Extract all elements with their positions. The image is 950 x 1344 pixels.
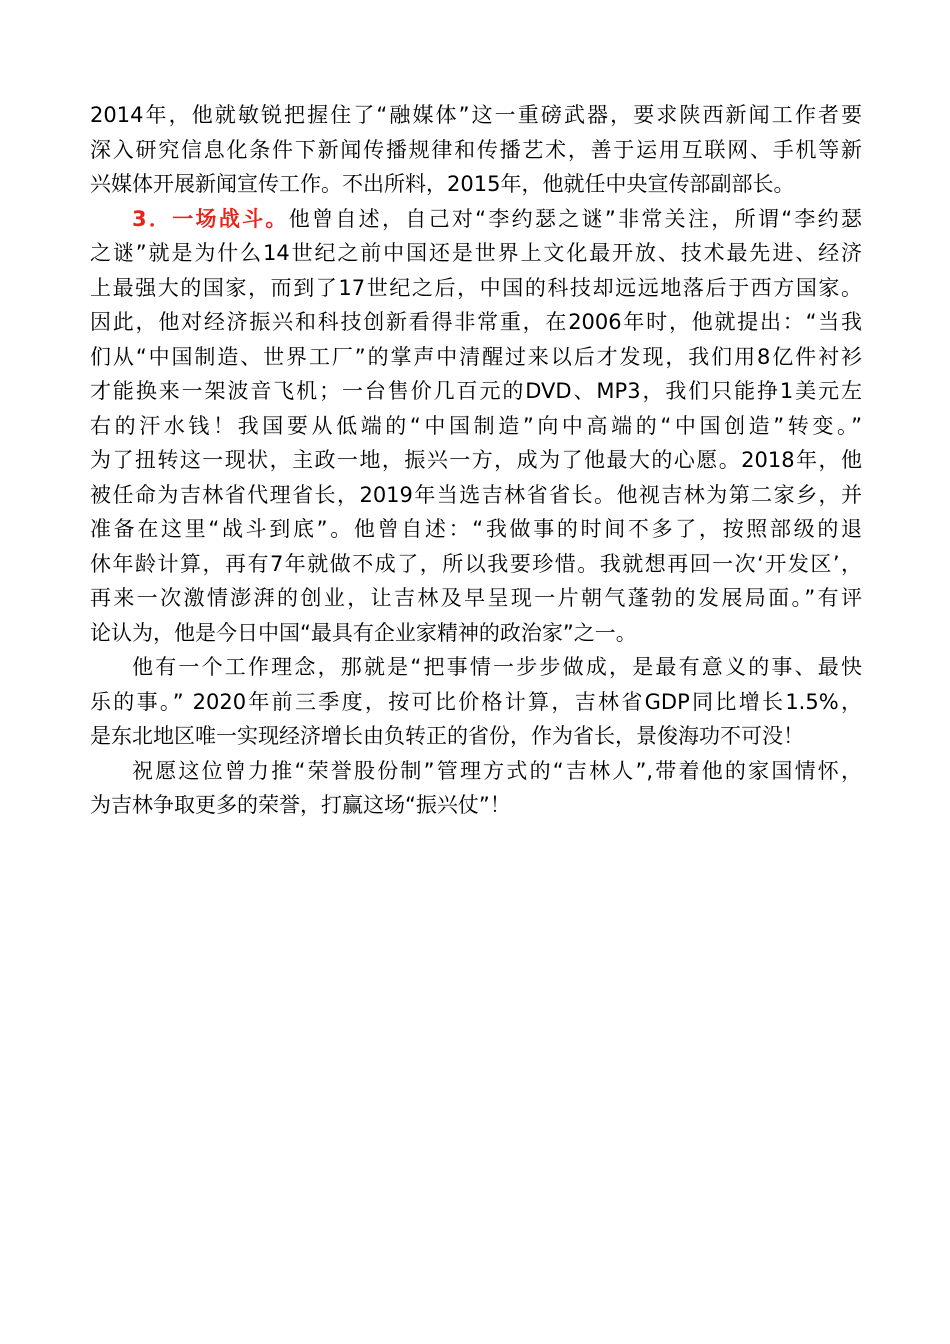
text-line: 才能换来一架波音飞机；一台售价几百元的DVD、MP3，我们只能挣1美元左 [90, 379, 862, 403]
paragraph-2 [90, 202, 862, 651]
text-run: 他曾自述，自己对“李约瑟之谜”非常关注，所谓“李约瑟 [288, 206, 862, 231]
paragraph-1 [90, 98, 862, 202]
text-line: 们从“中国制造、世界工厂”的掌声中清醒过来以后才发现，我们用8亿件衬衫 [90, 344, 862, 369]
text-line: 上最强大的国家，而到了17世纪之后，中国的科技却远远地落后于西方国家。 [90, 275, 862, 300]
paragraph-4 [90, 754, 862, 823]
text-line: 论认为，他是今日中国“最具有企业家精神的政治家”之一。 [90, 620, 637, 645]
text-line: 右的汗水钱！我国要从低端的“中国制造”向中高端的“中国创造”转变。” [90, 413, 862, 438]
text-line [90, 202, 862, 237]
text-line: 休年龄计算，再有7年就做不成了，所以我要珍惜。我就想再回一次‘开发区’， [90, 551, 862, 576]
text-line: 再来一次激情澎湃的创业，让吉林及早呈现一片朝气蓬勃的发展局面。”有评 [90, 586, 862, 610]
text-line: 准备在这里“战斗到底”。他曾自述：“我做事的时间不多了，按照部级的退 [90, 517, 862, 541]
text-line: 他有一个工作理念，那就是“把事情一步步做成，是最有意义的事、最快 [132, 655, 862, 679]
text-line: 为了扭转这一现状，主政一地，振兴一方，成为了他最大的心愿。2018年，他 [90, 448, 862, 472]
text-line: 深入研究信息化条件下新闻传播规律和传播艺术，善于运用互联网、手机等新 [90, 137, 862, 162]
text-line: 是东北地区唯一实现经济增长由负转正的省份，作为省长，景俊海功不可没！ [90, 724, 804, 748]
paragraph-3 [90, 650, 862, 754]
text-line: 因此，他对经济振兴和科技创新看得非常重，在2006年时，他就提出：“当我 [90, 310, 862, 334]
text-line: 为吉林争取更多的荣誉，打赢这场“振兴仗”！ [90, 793, 511, 817]
document-body [90, 98, 862, 823]
text-line: 祝愿这位曾力推“荣誉股份制”管理方式的“吉林人”,带着他的家国情怀， [132, 758, 862, 783]
text-line: 2014年，他就敏锐把握住了“融媒体”这一重磅武器，要求陕西新闻工作者要 [90, 103, 862, 127]
text-line: 乐的事。” 2020年前三季度，按可比价格计算，吉林省GDP同比增长1.5%， [90, 689, 862, 714]
text-line: 之谜”就是为什么14世纪之前中国还是世界上文化最开放、技术最先进、经济 [90, 241, 862, 265]
text-line: 被任命为吉林省代理省长，2019年当选吉林省省长。他视吉林为第二家乡，并 [90, 482, 862, 507]
section-heading: 3．一场战斗。 [132, 206, 289, 231]
text-line: 兴媒体开展新闻宣传工作。不出所料，2015年，他就任中央宣传部副部长。 [90, 172, 795, 196]
